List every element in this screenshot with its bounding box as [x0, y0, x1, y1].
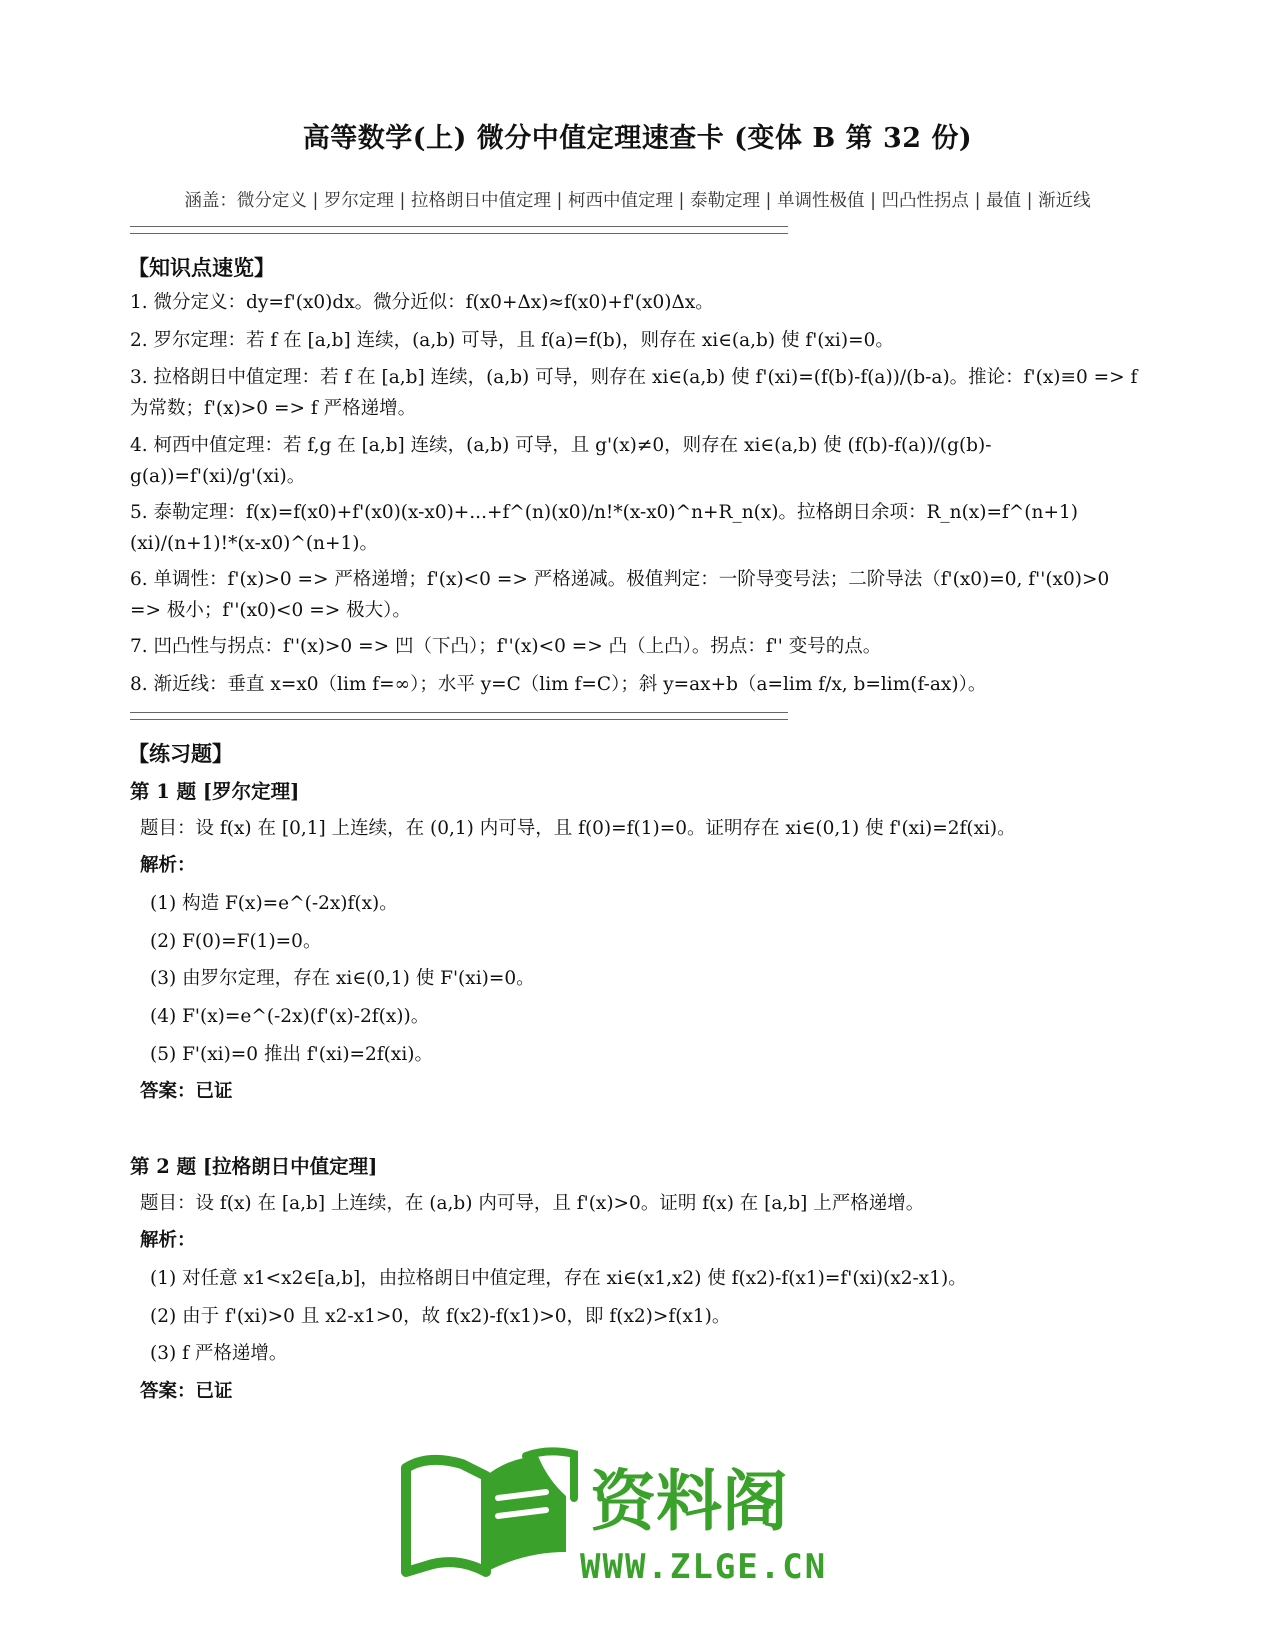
- knowledge-item: 6. 单调性：f'(x)>0 => 严格递增；f'(x)<0 => 严格递减。极值判定：一阶导变号法；二阶导法（f'(x0)=0, f''(x0)>0 => 极小；f''(x0)<0 => 极大）。: [130, 569, 1110, 621]
- analysis-label: 解析：: [140, 1230, 196, 1251]
- solution-step: (1) 构造 F(x)=e^(-2x)f(x)。: [150, 893, 398, 914]
- question-text: 题目：设 f(x) 在 [a,b] 上连续，在 (a,b) 内可导，且 f'(x)>0。证明 f(x) 在 [a,b] 上严格递增。: [140, 1193, 925, 1214]
- solution-step: (1) 对任意 x1<x2∈[a,b]，由拉格朗日中值定理，存在 xi∈(x1,x2) 使 f(x2)-f(x1)=f'(xi)(x2-x1)。: [150, 1268, 967, 1289]
- solution-step: (5) F'(xi)=0 推出 f'(xi)=2f(xi)。: [150, 1044, 433, 1065]
- knowledge-item: 7. 凹凸性与拐点：f''(x)>0 => 凹（下凸）；f''(x)<0 => 凸（上凸）。拐点：f'' 变号的点。: [130, 636, 882, 657]
- question-title: 第 1 题 [罗尔定理]: [130, 780, 300, 803]
- watermark-url: WWW.ZLGE.CN: [580, 1547, 828, 1587]
- question-text: 题目：设 f(x) 在 [0,1] 上连续，在 (0,1) 内可导，且 f(0)=f(1)=0。证明存在 xi∈(0,1) 使 f'(xi)=2f(xi)。: [140, 818, 1016, 839]
- watermark-name: 资料阁: [590, 1463, 788, 1540]
- solution-step: (2) F(0)=F(1)=0。: [150, 931, 322, 952]
- knowledge-heading: 【知识点速览】: [128, 255, 275, 280]
- knowledge-item: 3. 拉格朗日中值定理：若 f 在 [a,b] 连续，(a,b) 可导，则存在 xi∈(a,b) 使 f'(xi)=(f(b)-f(a))/(b-a)。推论：f'(x)≡0 => f 为常数；f'(x)>0 => f 严格递增。: [130, 367, 1138, 419]
- page-title: 高等数学(上) 微分中值定理速查卡 (变体 B 第 32 份): [302, 123, 973, 154]
- knowledge-item: 5. 泰勒定理：f(x)=f(x0)+f'(x0)(x-x0)+...+f^(n)(x0)/n!*(x-x0)^n+R_n(x)。拉格朗日余项：R_n(x)=f^(n+1)(xi)/(n+1)!*(x-x0)^(n+1)。: [130, 502, 1078, 554]
- answer-label: 答案：已证: [140, 1081, 233, 1102]
- practice-heading: 【练习题】: [128, 741, 233, 766]
- watermark-logo: [398, 1440, 878, 1590]
- solution-step: (2) 由于 f'(xi)>0 且 x2-x1>0，故 f(x2)-f(x1)>0，即 f(x2)>f(x1)。: [150, 1306, 731, 1327]
- knowledge-item: 8. 渐近线：垂直 x=x0（lim f=∞）；水平 y=C（lim f=C）；斜 y=ax+b（a=lim f/x, b=lim(f-ax)）。: [130, 674, 987, 695]
- analysis-label: 解析：: [140, 855, 196, 876]
- divider: [130, 226, 788, 234]
- knowledge-item: 1. 微分定义：dy=f'(x0)dx。微分近似：f(x0+Δx)≈f(x0)+f'(x0)Δx。: [130, 292, 714, 313]
- question-title: 第 2 题 [拉格朗日中值定理]: [130, 1155, 378, 1178]
- knowledge-item: 2. 罗尔定理：若 f 在 [a,b] 连续，(a,b) 可导，且 f(a)=f(b)，则存在 xi∈(a,b) 使 f'(xi)=0。: [130, 330, 894, 351]
- solution-step: (3) f 严格递增。: [150, 1343, 288, 1364]
- answer-label: 答案：已证: [140, 1381, 233, 1402]
- book-icon: [406, 1451, 574, 1572]
- solution-step: (3) 由罗尔定理，存在 xi∈(0,1) 使 F'(xi)=0。: [150, 968, 535, 989]
- page-subtitle: 涵盖：微分定义 | 罗尔定理 | 拉格朗日中值定理 | 柯西中值定理 | 泰勒定理 | 单调性极值 | 凹凸性拐点 | 最值 | 渐近线: [184, 191, 1091, 211]
- knowledge-item: 4. 柯西中值定理：若 f,g 在 [a,b] 连续，(a,b) 可导，且 g'(x)≠0，则存在 xi∈(a,b) 使 (f(b)-f(a))/(g(b)-g(a))=f'(xi)/g'(xi)。: [130, 435, 992, 487]
- divider: [130, 712, 788, 720]
- solution-step: (4) F'(x)=e^(-2x)(f'(x)-2f(x))。: [150, 1006, 430, 1027]
